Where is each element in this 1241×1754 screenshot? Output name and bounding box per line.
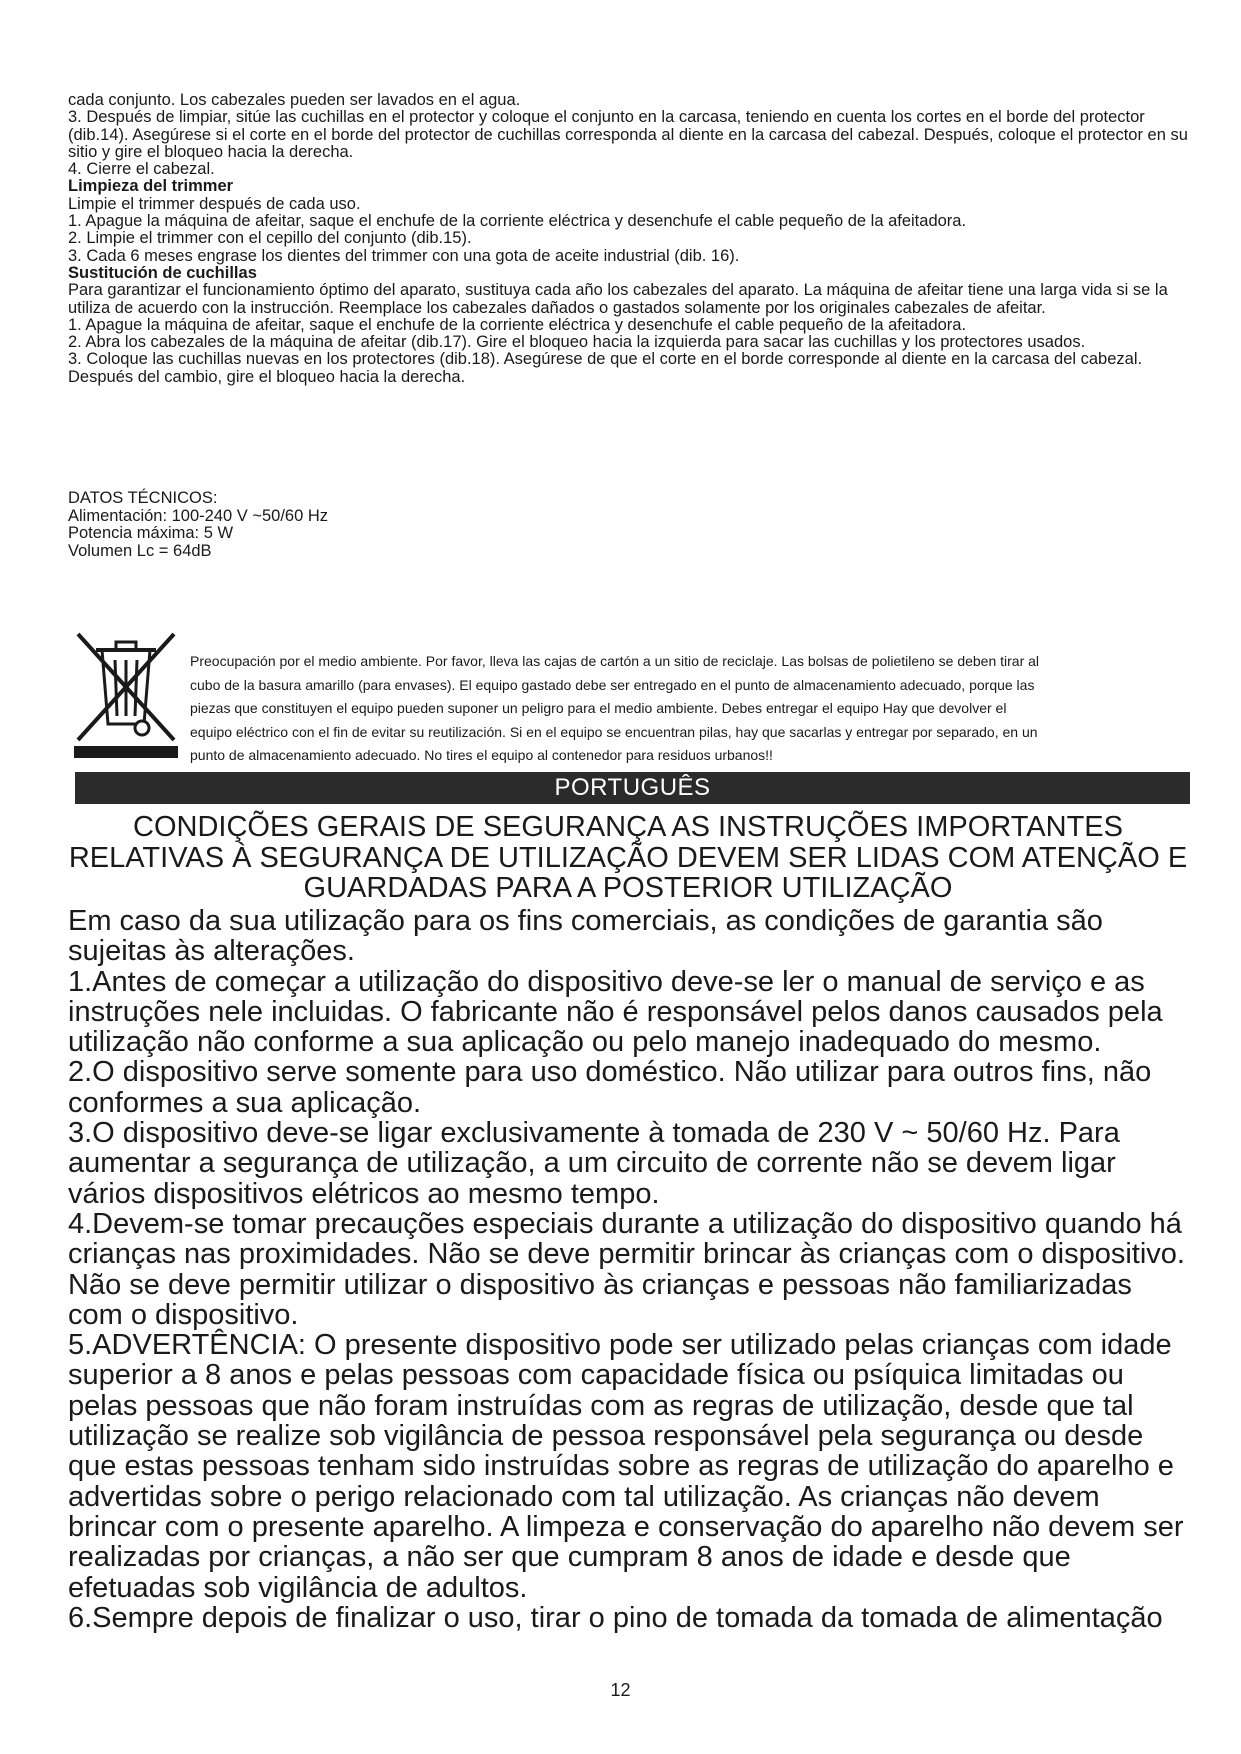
es-line: 4. Cierre el cabezal. [68,160,215,179]
language-section-header: PORTUGUÊS [75,772,1190,804]
es-line: Limpie el trimmer después de cada uso. [68,194,361,213]
env-line: punto de almacenamiento adecuado. No tires el equipo al contenedor para residuos urbanos!! [190,747,773,763]
tech-heading: DATOS TÉCNICOS: [68,489,218,507]
es-line: 1. Apague la máquina de afeitar, saque el enchufe de la corriente eléctrica y desenchufe el cable pequeño de la afeitadora. [68,212,967,231]
pt-paragraph: Em caso da sua utilização para os fins comerciais, as condições de garantia são sujeitas às alterações. [68,905,1103,968]
env-line: piezas que constituyen el equipo pueden suponer un peligro para el medio ambiente. Debes entregar el equipo Hay que devolver el [190,700,1007,716]
es-line: Para garantizar el funcionamiento óptimo del aparato, sustituya cada año los cabezales del aparato. La máquina de afeitar tiene una larga vida si se la utiliza de acuerdo con la instrucción. Reemplace los cabezales dañados o gastados solamente por los originales cabezales de afeitar. [68,281,1168,317]
tech-line: Potencia máxima: 5 W [68,524,234,542]
portuguese-safety-text [68,906,1188,1633]
technical-data [68,490,668,560]
es-line: 3. Después de limpiar, sitúe las cuchillas en el protector y coloque el conjunto en la carcasa, teniendo en cuenta los cortes en el borde del protector (dib.14). Asegúrese si el corte en el borde del protector de cuchillas corresponda al diente en la carcasa del cabezal. Después, coloque el protector en su sitio y gire el bloqueo hacia la derecha. [68,108,1188,161]
es-line: 2. Limpie el trimmer con el cepillo del conjunto (dib.15). [68,229,472,248]
es-heading-blades: Sustitución de cuchillas [68,263,257,282]
page-number: 12 [610,1680,631,1700]
environment-notice [190,650,1180,768]
env-line: equipo eléctrico con el fin de evitar su reutilización. Si en el equipo se encuentran pilas, hay que sacarlas y entregar por separado, en un [190,723,1038,740]
pt-paragraph: 5.ADVERTÊNCIA: O presente dispositivo pode ser utilizado pelas crianças com idade superior a 8 anos e pelas pessoas com capacidade física ou psíquica limitadas ou pelas pessoas que não foram instruídas com as regras de utilização, desde que tal utilização se realize sob vigilância de pessoa responsável pela segurança ou desde que estas pessoas tenham sido instruídas sobre as regras de utilização do aparelho e advertidas sobre o perigo relacionado com tal utilização. As crianças não devem brincar com o presente aparelho. A limpeza e conservação do aparelho não devem ser realizadas por crianças, a não ser que cumpram 8 anos de idade e desde que efetuadas sob vigilância de adultos. [68,1329,1184,1604]
pt-paragraph: 6.Sempre depois de finalizar o uso, tirar o pino de tomada da tomada de alimentação [68,1601,1163,1634]
es-heading-trimmer: Limpieza del trimmer [68,177,234,196]
pt-paragraph: 1.Antes de começar a utilização do dispositivo deve-se ler o manual de serviço e as instruções nele incluidas. O fabricante não é responsável pelos danos causados pela utilização não conforme a sua aplicação ou pelo manejo inadequado do mesmo. [68,965,1163,1059]
env-line: Preocupación por el medio ambiente. Por favor, lleva las cajas de cartón a un sitio de reciclaje. Las bolsas de polietileno se deben tirar al [190,653,1040,669]
crossed-out-wheelie-bin-icon [72,628,180,758]
pt-paragraph: 2.O dispositivo serve somente para uso doméstico. Não utilizar para outros fins, não conformes a sua aplicação. [68,1056,1152,1119]
es-line: cada conjunto. Los cabezales pueden ser lavados en el agua. [68,91,521,109]
tech-line: Alimentación: 100-240 V ~50/60 Hz [68,506,329,525]
es-line: 2. Abra los cabezales de la máquina de afeitar (dib.17). Gire el bloqueo hacia la izquierda para sacar las cuchillas y los protectores usados. [68,333,1086,352]
env-line: cubo de la basura amarillo (para envases). El equipo gastado debe ser entregado en el punto de almacenamiento adecuado, porque las [190,676,1035,693]
pt-paragraph: 3.O dispositivo deve-se ligar exclusivamente à tomada de 230 V ~ 50/60 Hz. Para aumentar a segurança de utilização, a um circuito de corrente não se devem ligar vários dispositivos elétricos ao mesmo tempo. [68,1117,1120,1210]
tech-line: Volumen Lc = 64dB [68,541,212,560]
pt-paragraph: 4.Devem-se tomar precauções especiais durante a utilização do dispositivo quando há crianças nas proximidades. Não se deve permitir brincar às crianças com o dispositivo. Não se deve permitir utilizar o dispositivo às crianças e pessoas não familiarizadas com o dispositivo. [68,1207,1185,1331]
spanish-instructions [68,92,1188,386]
safety-title: CONDIÇÕES GERAIS DE SEGURANÇA AS INSTRUÇÕES IMPORTANTES RELATIVAS À SEGURANÇA DE UTILIZAÇÃO DEVEM SER LIDAS COM ATENÇÃO E GUARDADAS PARA A POSTERIOR UTILIZAÇÃO [68,811,1188,904]
es-line: 3. Cada 6 meses engrase los dientes del trimmer con una gota de aceite industrial (dib. 16). [68,246,740,265]
es-line: 1. Apague la máquina de afeitar, saque el enchufe de la corriente eléctrica y desenchufe el cable pequeño de la afeitadora. [68,315,967,334]
es-line: 3. Coloque las cuchillas nuevas en los protectores (dib.18). Asegúrese de que el corte en el borde corresponde al diente en la carcasa del cabezal. Después del cambio, gire el bloqueo hacia la derecha. [68,350,1143,386]
